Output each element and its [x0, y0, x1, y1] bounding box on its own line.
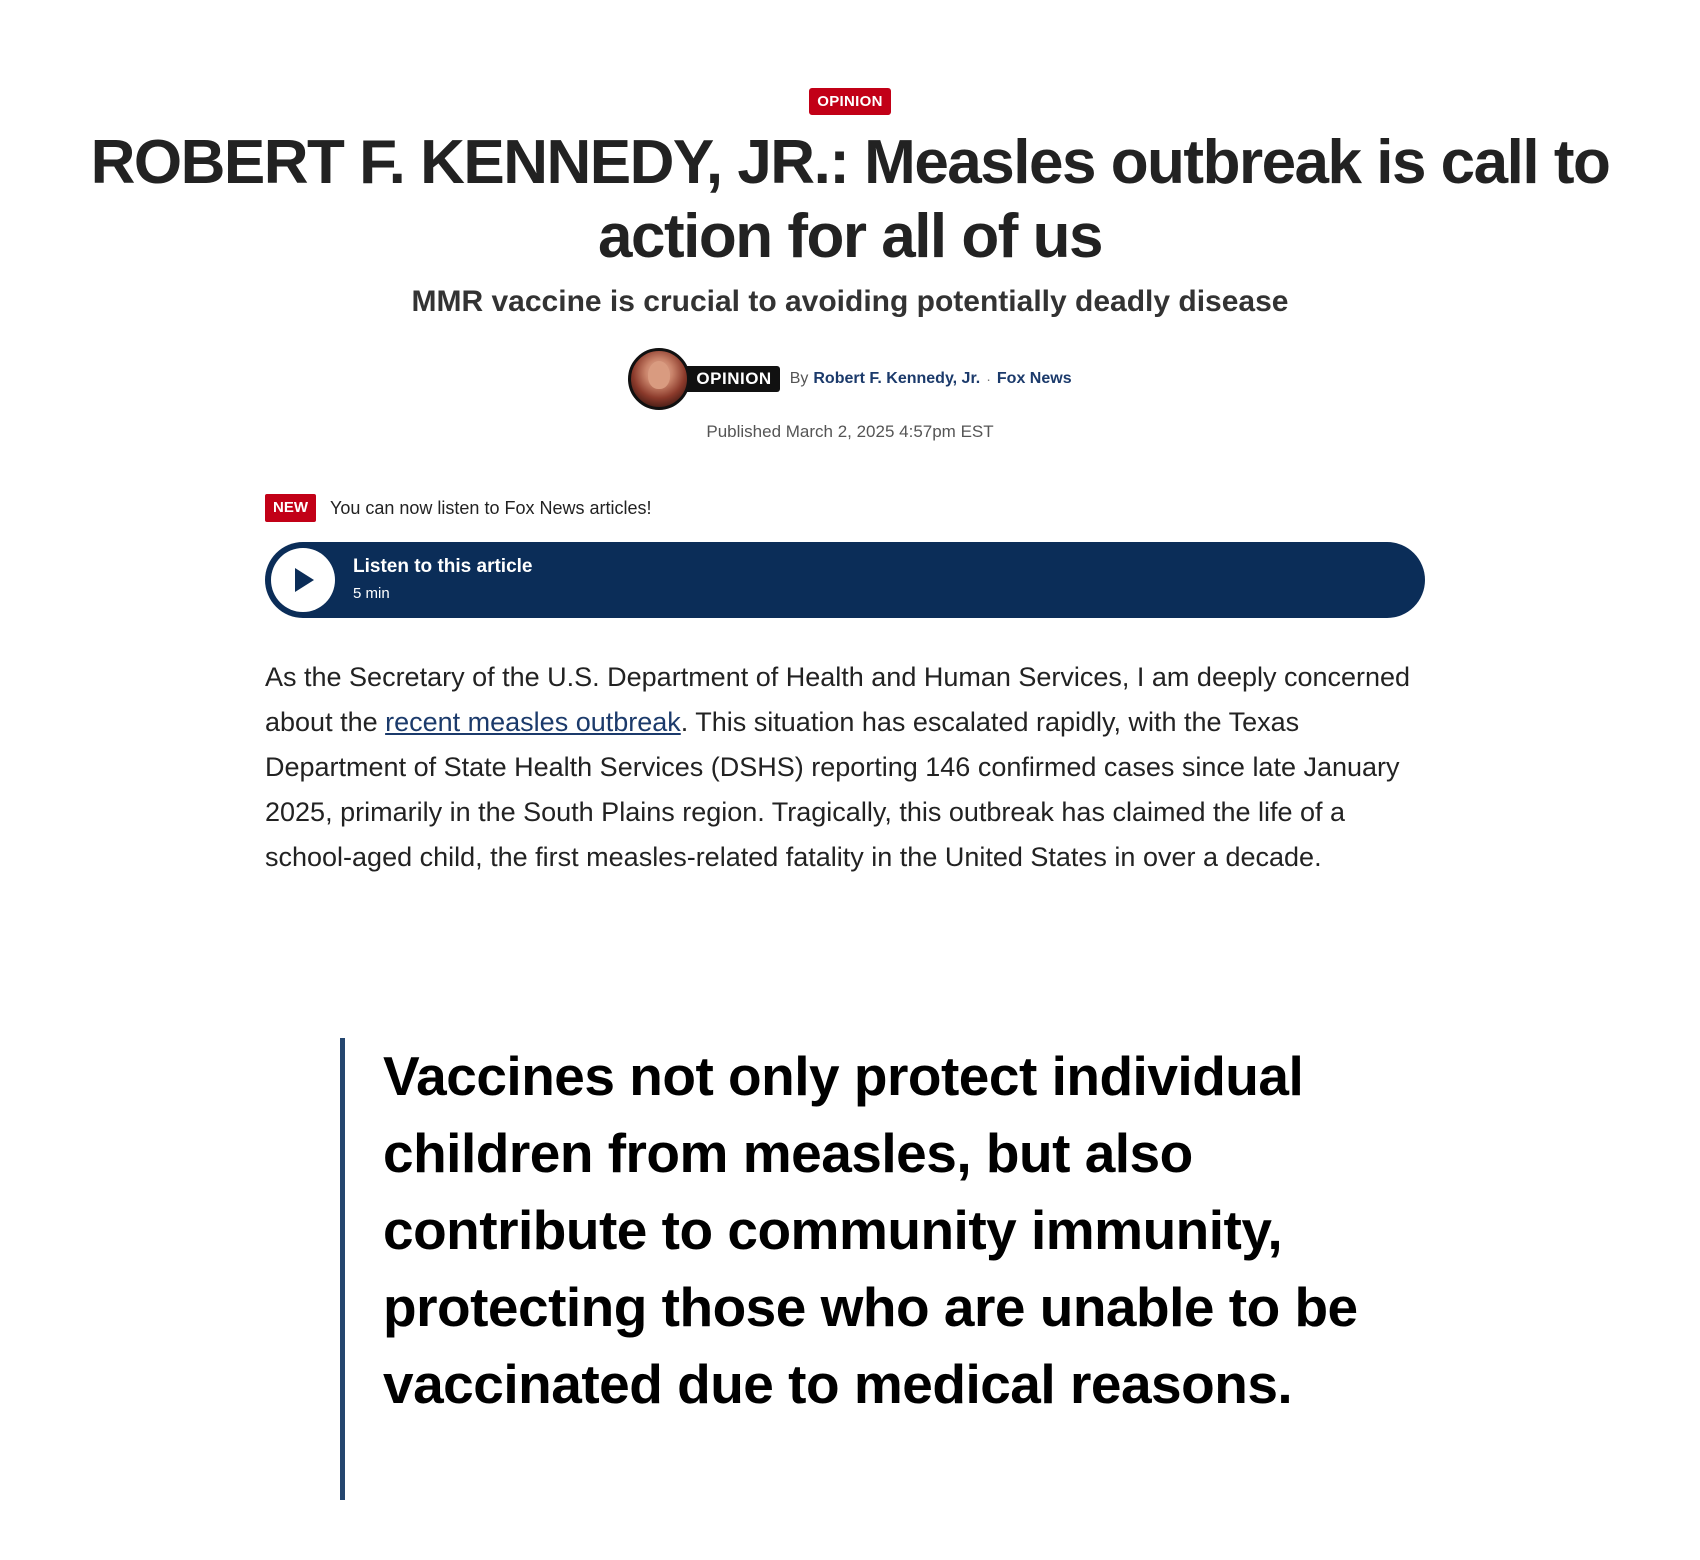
headline: ROBERT F. KENNEDY, JR.: Measles outbreak is call to action for all of us: [90, 128, 1610, 271]
player-text: [353, 555, 532, 605]
avatar-face: [648, 361, 670, 389]
measles-outbreak-link[interactable]: recent measles outbreak: [385, 707, 681, 737]
subheadline: MMR vaccine is crucial to avoiding potentially deadly disease: [411, 285, 1289, 318]
byline: [0, 346, 1700, 412]
article-paragraph: [265, 655, 1425, 880]
audio-player[interactable]: [265, 542, 1425, 618]
paragraph-text-after-link: . This situation has escalated rapidly, with the Texas Department of State Health Services (DSHS) reporting 146 confirmed cases since late January 2025, primarily in the South Plains region. Tragically, this outbreak has claimed the life of a school-aged child, the first measles-related fatality in the United States in over a decade.: [265, 707, 1400, 872]
pull-quote: [340, 1038, 1390, 1500]
audio-notice-text: You can now listen to Fox News articles!: [330, 497, 652, 518]
author-link[interactable]: Robert F. Kennedy, Jr.: [813, 370, 981, 387]
player-duration: 5 min: [353, 585, 390, 602]
player-title: Listen to this article: [353, 556, 533, 577]
paragraph-text-before-link: As the Secretary of the U.S. Department of Health and Human Services, I am deeply concerned about the: [265, 662, 1411, 737]
pull-quote-text: Vaccines not only protect individual children from measles, but also contribute to community immunity, protecting those who are unable to be vaccinated due to medical reasons.: [383, 1045, 1358, 1415]
byline-separator: ·: [986, 371, 991, 387]
play-icon: [290, 566, 316, 594]
author-avatar[interactable]: [628, 348, 690, 410]
kicker-container: [0, 88, 1700, 115]
outlet-link[interactable]: Fox News: [996, 370, 1072, 387]
opinion-kicker[interactable]: OPINION: [809, 88, 890, 115]
byline-row: [628, 348, 1071, 410]
published-timestamp: Published March 2, 2025 4:57pm EST: [706, 422, 994, 441]
new-badge: NEW: [265, 494, 316, 522]
opinion-tag: OPINION: [682, 366, 779, 392]
audio-notice: [265, 494, 652, 522]
byline-by: By: [789, 370, 809, 387]
play-button[interactable]: [271, 548, 335, 612]
